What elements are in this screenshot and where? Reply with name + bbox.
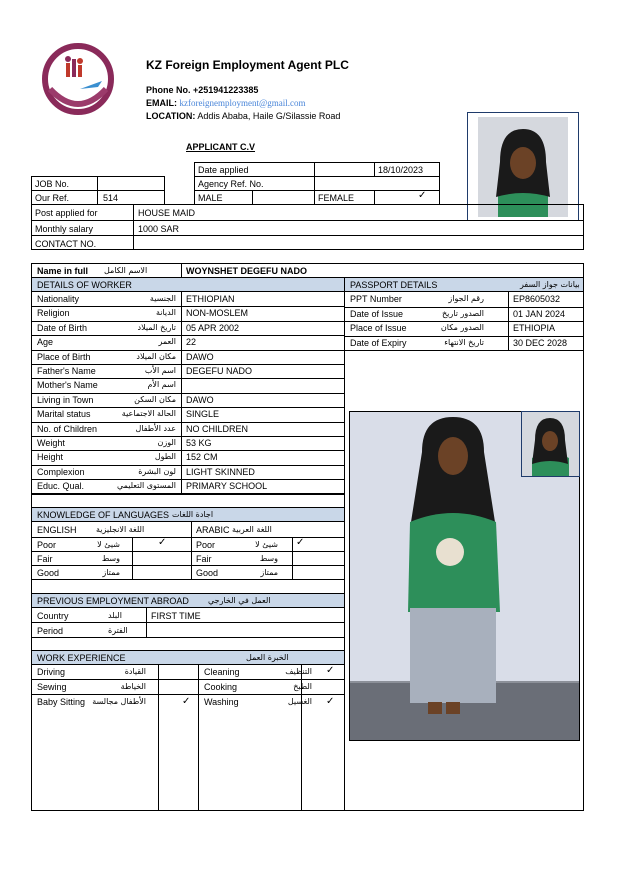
details-title: DETAILS OF WORKER [37,280,132,290]
detail-value: LIGHT SKINNED [186,467,255,477]
baby-sitting-checkmark: ✓ [182,696,191,707]
english-level-label: Good [37,568,60,578]
detail-label: Mother's Name [37,380,98,390]
location-value: Addis Ababa, Haile G/Silassie Road [197,111,341,121]
cleaning-checkmark: ✓ [326,665,335,676]
work-title-ar: الخبرة العمل [246,653,289,662]
detail-value: 05 APR 2002 [186,323,240,333]
work-item-label-ar: الطبخ [293,682,312,691]
company-name: KZ Foreign Employment Agent PLC [146,58,349,72]
detail-label: Weight [37,438,65,448]
detail-label: Date of Birth [37,323,88,333]
cv-title: APPLICANT C.V [186,142,256,152]
detail-label-ar: عدد الأطفال [135,424,176,433]
country-label: Country [37,611,69,621]
previous-title: PREVIOUS EMPLOYMENT ABROAD [37,596,189,606]
passport-value: 01 JAN 2024 [513,309,566,319]
work-item-label-ar: الغسيل [287,697,312,706]
phone-line [146,84,258,96]
detail-label: Marital status [37,409,91,419]
period-label: Period [37,626,64,636]
arabic-level-label: Poor [196,540,216,550]
country-label-ar: البلد [108,611,122,620]
english-poor-checkmark: ✓ [158,537,167,548]
detail-label-ar: لون البشرة [138,467,176,476]
detail-label: Age [37,337,54,347]
detail-label: Height [37,452,64,462]
salary-value: 1000 SAR [138,224,180,234]
inset-headshot-photo [521,411,580,477]
english-label: ENGLISH [37,525,77,535]
date-applied-value: 18/10/2023 [378,165,424,175]
passport-label: Place of Issue [350,323,407,333]
passport-label-ar: رقم الجواز [448,294,484,303]
detail-value: ETHIOPIAN [186,294,235,304]
detail-label: Educ. Qual. [37,481,85,491]
detail-label-ar: المستوى التعليمي [116,481,176,490]
our-ref-value: 514 [103,193,119,203]
arabic-level-label: Fair [196,554,212,564]
agency-ref-label: Agency Ref. No. [198,179,264,189]
detail-label: No. of Children [37,424,98,434]
detail-value: 22 [186,337,197,347]
detail-value: DAWO [186,395,214,405]
name-label: Name in full [37,266,89,276]
detail-value: DEGEFU NADO [186,366,253,376]
contact-label: CONTACT NO. [35,239,97,249]
detail-label: Place of Birth [37,352,91,362]
detail-label-ar: العمر [158,337,176,346]
company-logo [40,41,116,117]
arabic-level-label: Good [196,568,219,578]
post-label: Post applied for [35,208,98,218]
detail-value: NO CHILDREN [186,424,249,434]
passport-label-ar: تاريخ الانتهاء [444,338,484,347]
phone-value: +251941223385 [193,85,259,95]
english-level-label-ar: وسط [101,554,120,563]
work-item-label: Sewing [37,682,67,692]
gender-female-label: FEMALE [318,193,355,203]
name-value: WOYNSHET DEGEFU NADO [186,266,308,276]
english-level-label-ar: ممتاز [102,568,120,577]
row-divider [31,494,344,495]
detail-label-ar: تاريخ الميلاد [137,323,176,332]
work-item-label-ar: الخياطة [120,682,146,691]
job-no-label: JOB No. [35,179,70,189]
detail-value: DAWO [186,352,214,362]
english-level-label: Fair [37,554,53,564]
arabic-label-ar: اللغة العربية [232,525,272,534]
passport-title: PASSPORT DETAILS [350,280,438,290]
work-item-label: Cleaning [204,667,240,677]
detail-label-ar: الحالة الاجتماعية [121,409,176,418]
work-item-label-ar: التنظيف [285,667,312,676]
work-item-label: Driving [37,667,66,677]
salary-label: Monthly salary [35,224,94,234]
detail-label-ar: اسم الأب [144,366,176,375]
email-label: EMAIL: [146,98,177,108]
detail-label: Complexion [37,467,85,477]
post-salary-box [31,204,584,250]
arabic-label: ARABIC [196,525,230,535]
work-item-label: Cooking [204,682,238,692]
our-ref-label: Our Ref. [35,193,70,203]
date-applied-label: Date applied [198,165,249,175]
email-line [146,97,306,109]
english-level-label-ar: شيئ لا [97,540,120,549]
passport-label-ar: الصدور مكان [440,323,484,332]
passport-value: EP8605032 [513,294,561,304]
email-value[interactable]: kzforeignemployment@gmail.com [179,98,306,108]
passport-title-ar: بيانات جواز السفر [520,280,580,289]
row-divider [344,350,584,351]
detail-value: 152 CM [186,452,218,462]
phone-label: Phone No. [146,85,191,95]
detail-label-ar: الجنسية [149,294,176,303]
english-label-ar: اللغة الانجليزية [96,525,145,534]
detail-label-ar: مكان الميلاد [136,352,176,361]
name-label-ar: الاسم الكامل [104,266,148,275]
passport-label: Date of Issue [350,309,404,319]
detail-label-ar: الوزن [157,438,176,447]
gender-male-label: MALE [198,193,223,203]
post-value: HOUSE MAID [138,208,196,218]
work-item-label-ar: القيادة [124,667,146,676]
gender-box [194,190,440,205]
previous-title-ar: العمل في الخارجي [208,596,271,605]
passport-label-ar: الصدور تاريخ [442,309,484,318]
passport-value: 30 DEC 2028 [513,338,568,348]
location-line [146,110,340,122]
detail-value: PRIMARY SCHOOL [186,481,268,491]
washing-checkmark: ✓ [326,696,335,707]
arabic-level-label-ar: وسط [259,554,278,563]
work-item-label: Baby Sitting [37,697,86,707]
languages-title-ar: اجادة اللغات [172,510,214,519]
work-title: WORK EXPERIENCE [37,653,126,663]
period-label-ar: الفترة [108,626,128,635]
detail-label: Religion [37,308,70,318]
detail-value: SINGLE [186,409,220,419]
work-item-label: Washing [204,697,239,707]
detail-label-ar: اسم الأم [147,380,176,389]
detail-label-ar: مكان السكن [134,395,176,404]
passport-value: ETHIOPIA [513,323,556,333]
row-divider [181,292,182,494]
arabic-level-label-ar: ممتاز [260,568,278,577]
detail-label: Living in Town [37,395,94,405]
detail-value: NON-MOSLEM [186,308,249,318]
detail-label-ar: الطول [154,452,176,461]
detail-label: Nationality [37,294,80,304]
passport-label: PPT Number [350,294,402,304]
country-value: FIRST TIME [151,611,201,621]
location-label: LOCATION: [146,111,196,121]
work-item-label-ar: الأطفال مجالسة [92,697,146,706]
languages-title: KNOWLEDGE OF LANGUAGES [37,510,170,520]
arabic-poor-checkmark: ✓ [296,537,305,548]
detail-label: Father's Name [37,366,96,376]
headshot-photo [478,117,568,217]
passport-label: Date of Expiry [350,338,407,348]
female-checkmark: ✓ [418,190,427,201]
english-level-label: Poor [37,540,57,550]
arabic-level-label-ar: شيئ لا [255,540,278,549]
row-divider [508,292,509,350]
detail-value: 53 KG [186,438,212,448]
detail-label-ar: الديانة [155,308,176,317]
